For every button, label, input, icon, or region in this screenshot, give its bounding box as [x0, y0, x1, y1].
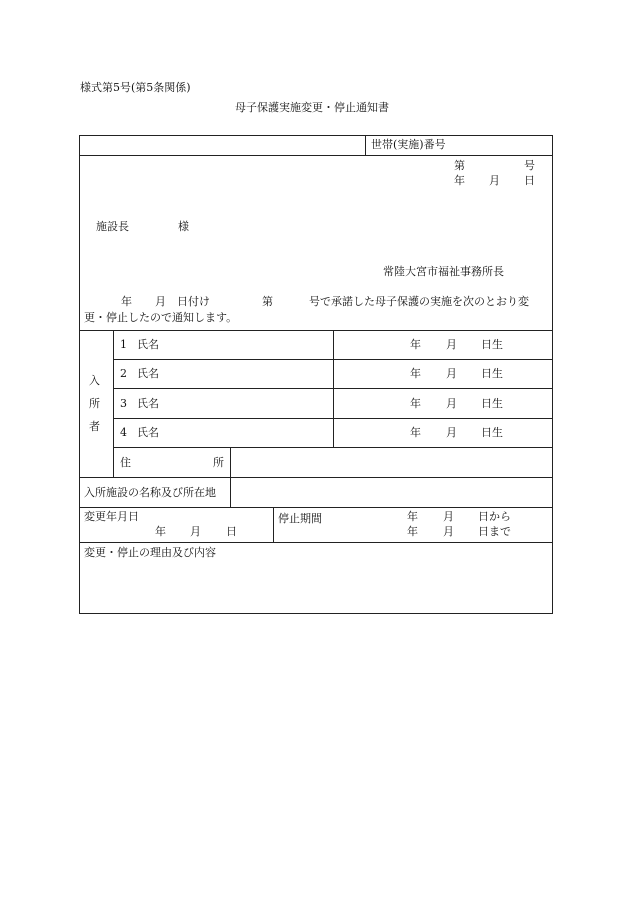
resident-birth-month: 月 [446, 338, 457, 351]
document-title: 母子保護実施変更・停止通知書 [235, 101, 389, 114]
resident-birth-day: 日生 [481, 397, 503, 410]
stop-period-label: 停止期間 [278, 512, 322, 525]
resident-birth-year: 年 [410, 338, 421, 351]
resident-number: 2 [120, 367, 127, 380]
residents-side-label-2: 所 [89, 397, 100, 410]
resident-name-label: 氏名 [137, 338, 159, 351]
resident-birth-month: 月 [446, 367, 457, 380]
body-nen: 年 [121, 295, 132, 308]
body-gatsu: 月 [155, 295, 166, 308]
reason-label: 変更・停止の理由及び内容 [84, 546, 216, 559]
resident-number: 3 [120, 397, 127, 410]
resident-number: 1 [120, 338, 127, 351]
rule [113, 447, 553, 448]
resident-name-label: 氏名 [137, 367, 159, 380]
resident-birth-day: 日生 [481, 426, 503, 439]
household-number-label: 世帯(実施)番号 [371, 138, 446, 151]
change-date-label: 変更年月日 [84, 510, 139, 523]
rule [79, 155, 553, 156]
dai-label: 第 [454, 159, 465, 172]
residents-side-label-3: 者 [89, 420, 100, 433]
rule [365, 135, 366, 155]
stop-from-day: 日から [478, 510, 511, 523]
residents-side-label-1: 入 [89, 374, 100, 387]
resident-birth-year: 年 [410, 426, 421, 439]
resident-birth-day: 日生 [481, 367, 503, 380]
resident-number: 4 [120, 426, 127, 439]
resident-name-label: 氏名 [137, 397, 159, 410]
stop-to-month: 月 [443, 525, 454, 538]
body-hizuke: 日付け [177, 295, 210, 308]
rule [113, 330, 114, 477]
go-label: 号 [524, 159, 535, 172]
form-number: 様式第5号(第5条関係) [80, 81, 191, 94]
rule [79, 542, 553, 543]
stop-from-month: 月 [443, 510, 454, 523]
change-day: 日 [226, 525, 237, 538]
address-label-1: 住 [120, 456, 131, 469]
rule [333, 330, 334, 447]
resident-birth-month: 月 [446, 426, 457, 439]
stop-from-year: 年 [407, 510, 418, 523]
resident-birth-year: 年 [410, 367, 421, 380]
body-line1: 号で承諾した母子保護の実施を次のとおり変 [309, 295, 529, 308]
date-day-label: 日 [524, 174, 535, 187]
body-line2: 更・停止したので通知します。 [84, 311, 238, 324]
rule [273, 507, 274, 542]
resident-name-label: 氏名 [137, 426, 159, 439]
resident-birth-year: 年 [410, 397, 421, 410]
rule [79, 477, 553, 478]
facility-label: 入所施設の名称及び所在地 [84, 486, 216, 499]
rule [79, 507, 553, 508]
change-year: 年 [155, 525, 166, 538]
addressee-label: 施設長 [96, 220, 129, 233]
address-label-2: 所 [213, 456, 224, 469]
stop-to-year: 年 [407, 525, 418, 538]
issuer: 常陸大宮市福祉事務所長 [383, 265, 504, 278]
stop-to-day: 日まで [478, 525, 511, 538]
date-month-label: 月 [489, 174, 500, 187]
rule [79, 330, 553, 331]
change-month: 月 [190, 525, 201, 538]
resident-birth-day: 日生 [481, 338, 503, 351]
body-dai: 第 [262, 295, 273, 308]
addressee-honorific: 様 [178, 220, 189, 233]
rule [230, 447, 231, 507]
date-year-label: 年 [454, 174, 465, 187]
resident-birth-month: 月 [446, 397, 457, 410]
